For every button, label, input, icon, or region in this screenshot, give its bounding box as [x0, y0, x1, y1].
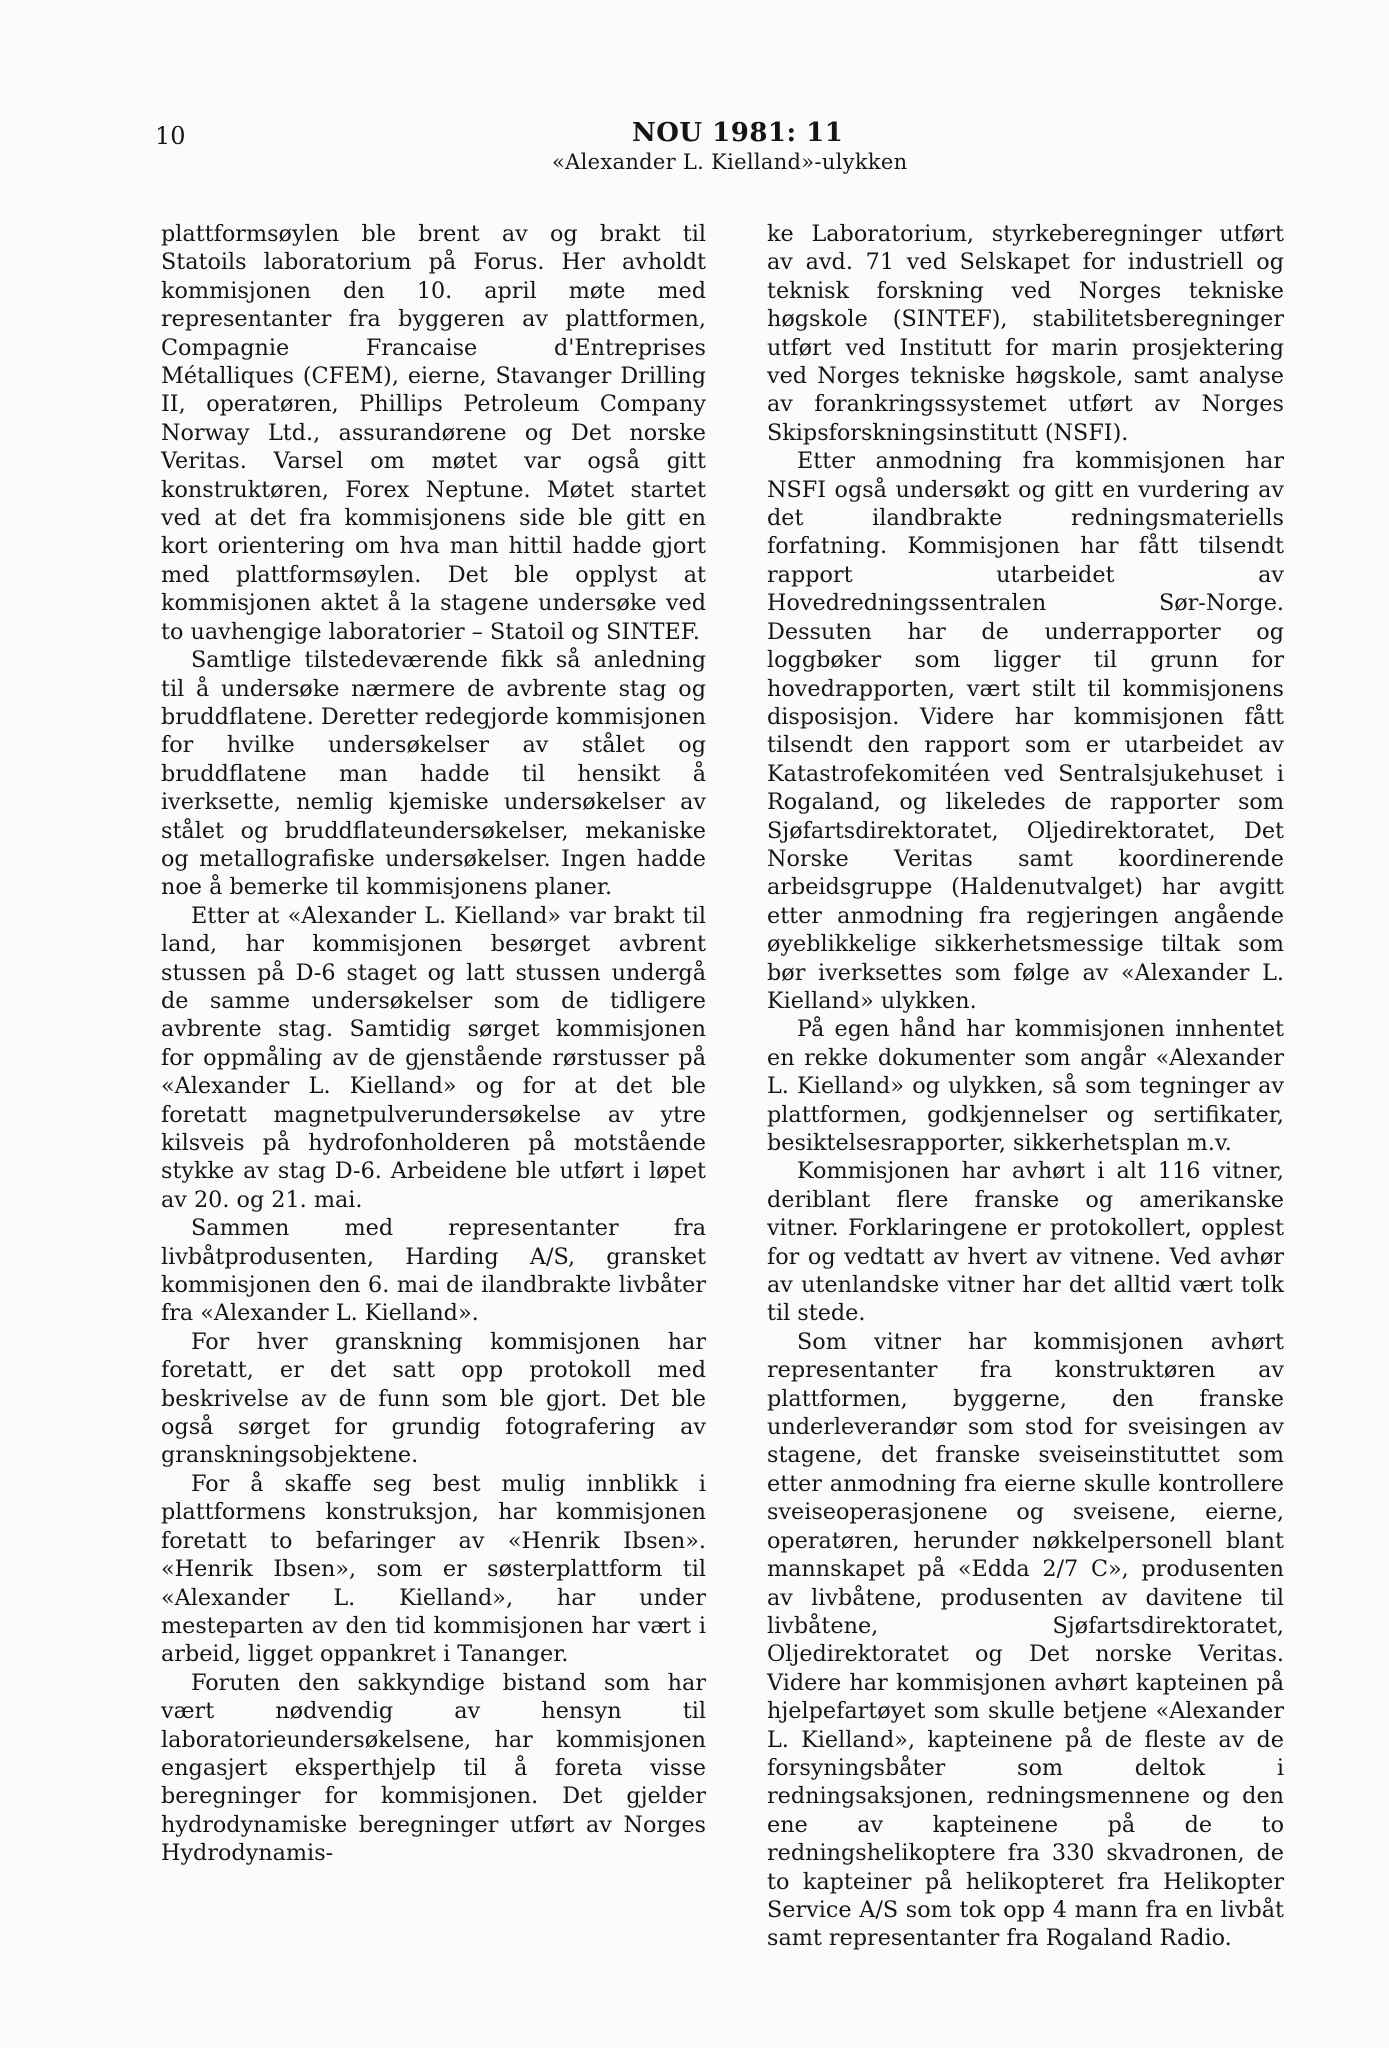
document-subtitle: «Alexander L. Kielland»-ulykken: [552, 150, 908, 174]
paragraph: Som vitner har kommisjonen avhørt representanter fra konstruktøren av plattformen, byggerne, den franske underleverandør som stod for sveisingen av stagene, det franske sveiseinstituttet som etter anmodning fra eierne skulle kontrollere sveiseoperasjonene og sveisene, eierne, operatøren, herunder nøkkelpersonell blant mannskapet på «Edda 2/7 C», produsenten av livbåtene, produsenten av davitene til livbåtene, Sjøfartsdirektoratet, Oljedirektoratet og Det norske Veritas. Videre har kommisjonen avhørt kapteinen på hjelpefartøyet som skulle betjene «Alexander L. Kielland», kapteinene på de fleste av de forsyningsbåter som deltok i redningsaksjonen, redningsmennene og den ene av kapteinene på de to redningshelikoptere fra 330 skvadronen, de to kapteiner på helikopteret fra Helikopter Service A/S som tok opp 4 mann fra en livbåt samt representanter fra Rogaland Radio.: [767, 1328, 1284, 1952]
paragraph: Sammen med representanter fra livbåtprodusenten, Harding A/S, gransket kommisjonen den 6. mai de ilandbrakte livbåter fra «Alexander L. Kielland».: [161, 1215, 706, 1327]
paragraph: Foruten den sakkyndige bistand som har vært nødvendig av hensyn til laboratorieundersøkelsene, har kommisjonen engasjert eksperthjelp til å foreta visse beregninger for kommisjonen. Det gjelder hydrodynamiske beregninger utført av Norges Hydrodynamis-: [161, 1669, 706, 1867]
paragraph: Samtlige tilstedeværende fikk så anledning til å undersøke nærmere de avbrente stag og bruddflatene. Deretter redegjorde kommisjonen for hvilke undersøkelser av stålet og bruddflatene man hadde til hensikt å iverksette, nemlig kjemiske undersøkelser av stålet og bruddflateundersøkelser, mekaniske og metallografiske undersøkelser. Ingen hadde noe å bemerke til kommisjonens planer.: [161, 647, 706, 901]
paragraph: Kommisjonen har avhørt i alt 116 vitner, deriblant flere franske og amerikanske vitner. Forklaringene er protokollert, opplest for og vedtatt av hvert av vitnene. Ved avhør av utenlandske vitner har det alltid vært tolk til stede.: [767, 1158, 1284, 1327]
paragraph: For hver granskning kommisjonen har foretatt, er det satt opp protokoll med beskrivelse av de funn som ble gjort. Det ble også sørget for grundig fotografering av granskningsobjektene.: [161, 1328, 706, 1469]
paragraph: ke Laboratorium, styrkeberegninger utført av avd. 71 ved Selskapet for industriell og teknisk forskning ved Norges tekniske høgskole (SINTEF), stabilitetsberegninger utført ved Institutt for marin prosjektering ved Norges tekniske høgskole, samt analyse av forankringssystemet utført av Norges Skipsforskningsinstitutt (NSFI).: [767, 221, 1284, 446]
page-number: 10: [155, 122, 186, 150]
right-text-column: [767, 220, 1284, 1953]
document-title: NOU 1981: 11: [632, 118, 844, 148]
left-text-column: [161, 220, 706, 1868]
paragraph: For å skaffe seg best mulig innblikk i plattformens konstruksjon, har kommisjonen foretatt to befaringer av «Henrik Ibsen». «Henrik Ibsen», som er søsterplattform til «Alexander L. Kielland», har under mesteparten av den tid kommisjonen har vært i arbeid, ligget oppankret i Tananger.: [161, 1470, 706, 1668]
paragraph: plattformsøylen ble brent av og brakt til Statoils laboratorium på Forus. Her avholdt kommisjonen den 10. april møte med representanter fra byggeren av plattformen, Compagnie Francaise d'Entreprises Métalliques (CFEM), eierne, Stavanger Drilling II, operatøren, Phillips Petroleum Company Norway Ltd., assurandørene og Det norske Veritas. Varsel om møtet var også gitt konstruktøren, Forex Neptune. Møtet startet ved at det fra kommisjonens side ble gitt en kort orientering om hva man hittil hadde gjort med plattformsøylen. Det ble opplyst at kommisjonen aktet å la stagene undersøke ved to uavhengige laboratorier – Statoil og SINTEF.: [161, 221, 706, 645]
paragraph: Etter anmodning fra kommisjonen har NSFI også undersøkt og gitt en vurdering av det ilandbrakte redningsmateriells forfatning. Kommisjonen har fått tilsendt rapport utarbeidet av Hovedredningssentralen Sør-Norge. Dessuten har de underrapporter og loggbøker som ligger til grunn for hovedrapporten, vært stilt til kommisjonens disposisjon. Videre har kommisjonen fått tilsendt den rapport som er utarbeidet av Katastrofekomitéen ved Sentralsjukehuset i Rogaland, og likeledes de rapporter som Sjøfartsdirektoratet, Oljedirektoratet, Det Norske Veritas samt koordinerende arbeidsgruppe (Haldenutvalget) har avgitt etter anmodning fra regjeringen angående øyeblikkelige sikkerhetsmessige tiltak som bør iverksettes som følge av «Alexander L. Kielland» ulykken.: [767, 448, 1284, 1014]
paragraph: På egen hånd har kommisjonen innhentet en rekke dokumenter som angår «Alexander L. Kielland» og ulykken, så som tegninger av plattformen, godkjennelser og sertifikater, besiktelsesrapporter, sikkerhetsplan m.v.: [767, 1016, 1284, 1156]
paragraph: Etter at «Alexander L. Kielland» var brakt til land, har kommisjonen besørget avbrent stussen på D-6 staget og latt stussen undergå de samme undersøkelser som de tidligere avbrente stag. Samtidig sørget kommisjonen for oppmåling av de gjenstående rørstusser på «Alexander L. Kielland» og for at det ble foretatt magnetpulverundersøkelse av ytre kilsveis på hydrofonholderen på motstående stykke av stag D-6. Arbeidene ble utført i løpet av 20. og 21. mai.: [161, 902, 706, 1213]
